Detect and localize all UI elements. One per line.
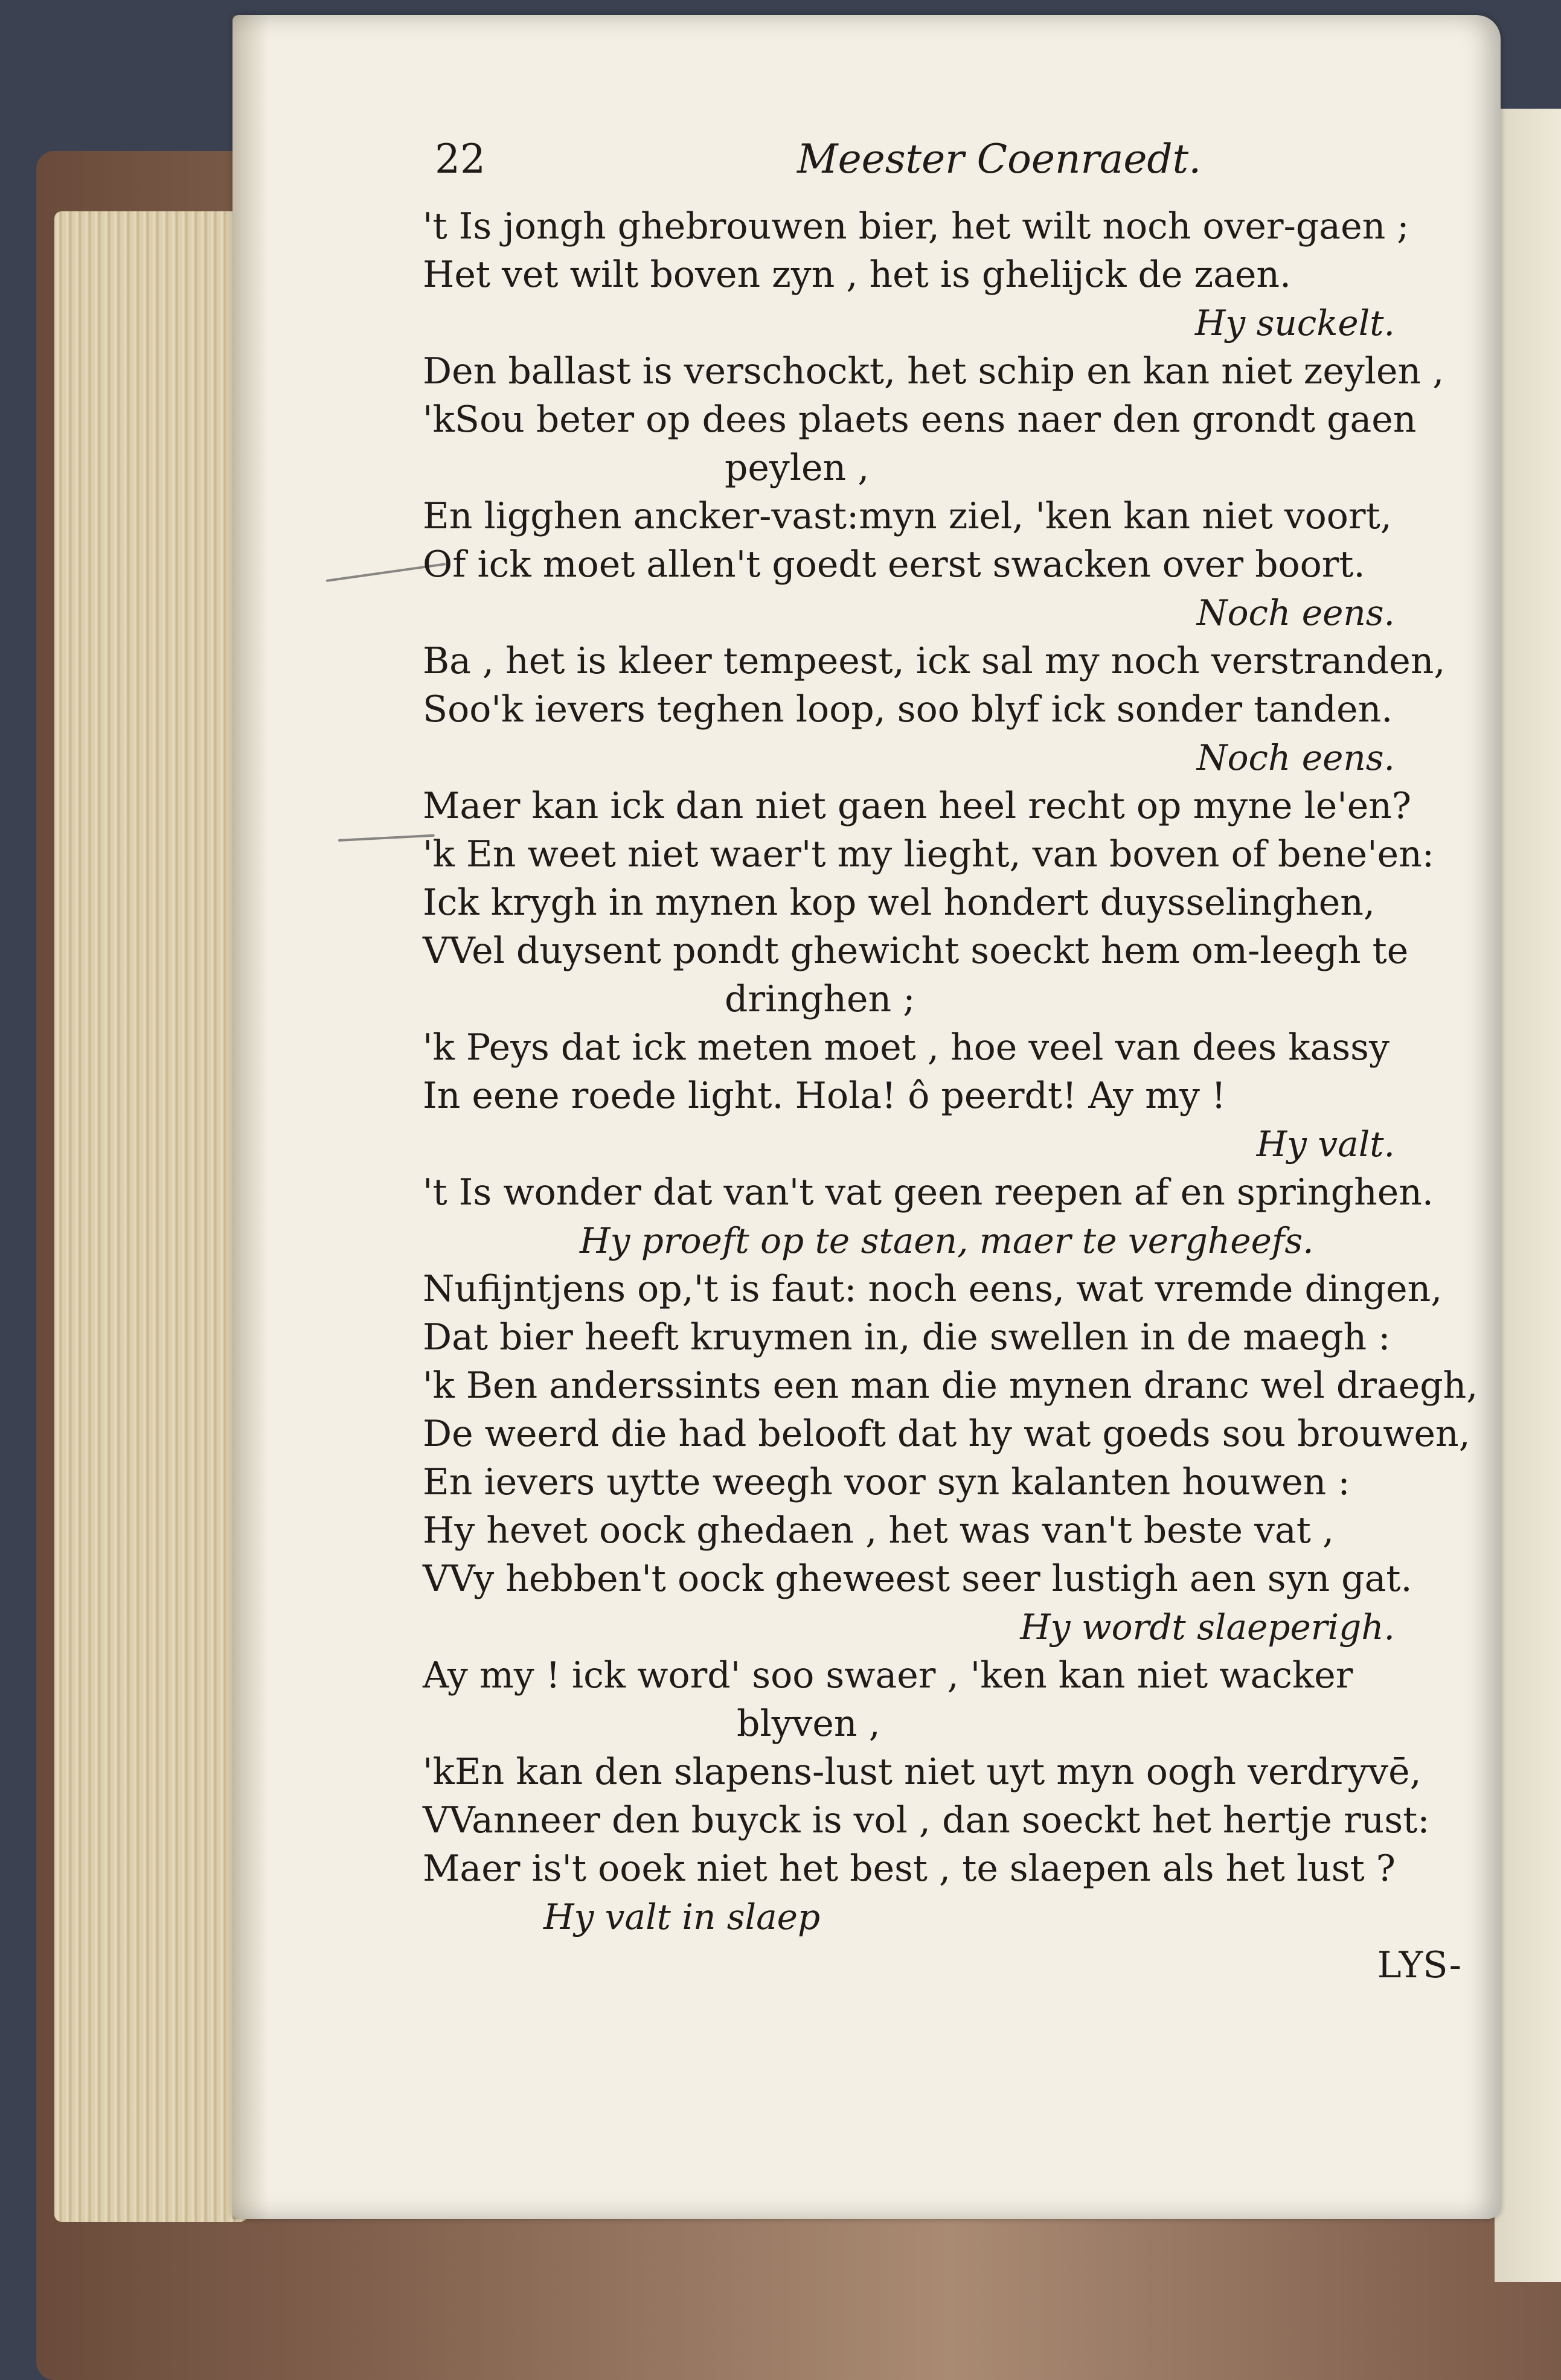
- verse-line: Nufijntjens op,'t is faut: noch eens, wat vremde dingen,: [423, 1268, 1443, 1310]
- verse-line: Soo'k ievers teghen loop, soo blyf ick sonder tanden.: [423, 688, 1393, 731]
- stage-direction: Hy valt in slaep: [543, 1896, 821, 1937]
- verse-line: Het vet wilt boven zyn , het is ghelijck de zaen.: [423, 254, 1292, 296]
- verse-line: En ligghen ancker-vast:myn ziel, 'ken kan niet voort,: [423, 495, 1392, 537]
- verse-line: Den ballast is verschockt, het schip en kan niet zeylen ,: [423, 350, 1444, 392]
- verse-line: 'kSou beter op dees plaets eens naer den grondt gaen: [423, 398, 1417, 441]
- verse-line: VVanneer den buyck is vol , dan soeckt het hertje rust:: [423, 1799, 1430, 1841]
- stage-direction: Noch eens.: [1196, 737, 1395, 778]
- facing-page-edge: [1495, 109, 1561, 2282]
- verse-line: De weerd die had belooft dat hy wat goeds sou brouwen,: [423, 1413, 1470, 1455]
- verse-line: Maer is't ooek niet het best , te slaepen als het lust ?: [423, 1847, 1396, 1890]
- verse-continuation: peylen ,: [725, 447, 870, 489]
- verse-line: Ick krygh in mynen kop wel hondert duysselinghen,: [423, 881, 1375, 924]
- stage-direction: Hy proeft op te staen, maer te vergheefs.: [580, 1220, 1314, 1261]
- stage-direction: Hy suckelt.: [1194, 302, 1395, 344]
- catchword: LYS-: [1377, 1944, 1461, 1986]
- verse-line: Of ick moet allen't goedt eerst swacken over boort.: [423, 543, 1365, 586]
- verse-line: Maer kan ick dan niet gaen heel recht op myne le'en?: [423, 785, 1412, 827]
- running-title: Meester Coenraedt.: [797, 136, 1202, 182]
- verse-line: 'k Ben anderssints een man die mynen dranc wel draegh,: [423, 1364, 1478, 1407]
- page-block-edge: [54, 211, 248, 2222]
- verse-line: 't Is jongh ghebrouwen bier, het wilt noch over-gaen ;: [423, 205, 1409, 248]
- verse-line: 't Is wonder dat van't vat geen reepen af en springhen.: [423, 1171, 1434, 1214]
- verse-line: Dat bier heeft kruymen in, die swellen in de maegh :: [423, 1316, 1391, 1358]
- verse-line: In eene roede light. Hola! ô peerdt! Ay my !: [423, 1075, 1226, 1117]
- catchword-row: [423, 1941, 1461, 1989]
- verse-line: Ba , het is kleer tempeest, ick sal my noch verstranden,: [423, 640, 1446, 682]
- verse-line: Hy hevet oock ghedaen , het was van't beste vat ,: [423, 1509, 1335, 1552]
- stage-direction: Noch eens.: [1196, 592, 1395, 633]
- verse-line: Ay my ! ick word' soo swaer , 'ken kan niet wacker: [423, 1654, 1353, 1697]
- page-gutter-shadow: [232, 15, 269, 2219]
- verse-continuation: blyven ,: [737, 1703, 880, 1745]
- page-number: 22: [435, 136, 486, 182]
- page-text: [423, 136, 1478, 1989]
- stage-direction: Hy valt.: [1256, 1124, 1395, 1165]
- verse-line: VVy hebben't oock gheweest seer lustigh aen syn gat.: [423, 1558, 1412, 1600]
- verse-line: VVel duysent pondt ghewicht soeckt hem om-leegh te: [423, 930, 1409, 972]
- verse-lines: [423, 202, 1478, 1941]
- verse-line: En ievers uytte weegh voor syn kalanten houwen :: [423, 1461, 1350, 1503]
- verse-continuation: dringhen ;: [725, 978, 915, 1020]
- verse-line: 'k Peys dat ick meten moet , hoe veel van dees kassy: [423, 1026, 1390, 1069]
- verse-line: 'k En weet niet waer't my lieght, van boven of bene'en:: [423, 833, 1434, 875]
- stage-direction: Hy wordt slaeperigh.: [1020, 1607, 1395, 1648]
- verse-line: 'kEn kan den slapens-lust niet uyt myn oogh verdryvē,: [423, 1751, 1422, 1793]
- page-header: [423, 136, 1449, 202]
